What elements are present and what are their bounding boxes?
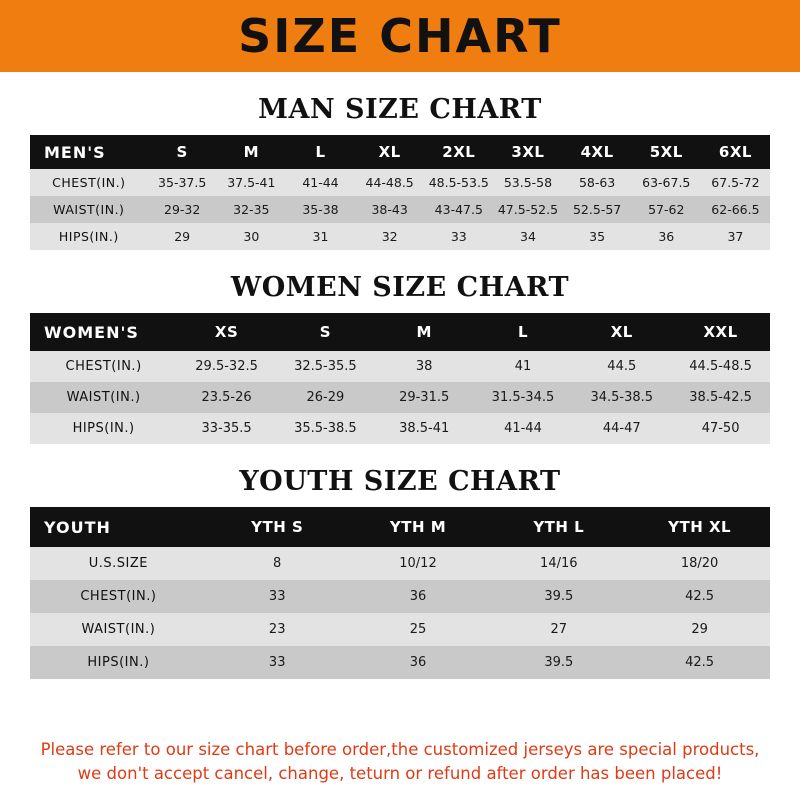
youth-cell: 23 — [207, 613, 348, 646]
youth-cell: 33 — [207, 646, 348, 679]
women-cell: 32.5-35.5 — [276, 351, 375, 382]
table-row — [30, 169, 770, 196]
man-cell: 43-47.5 — [424, 196, 493, 223]
man-cell: 48.5-53.5 — [424, 169, 493, 196]
women-cell: 26-29 — [276, 382, 375, 413]
man-row-label: HIPS(IN.) — [30, 223, 148, 250]
women-header-cell: L — [474, 313, 573, 351]
women-header-cell: S — [276, 313, 375, 351]
women-chart-wrap — [0, 313, 800, 444]
women-header-cell: XL — [572, 313, 671, 351]
table-row — [30, 613, 770, 646]
man-section-title: MAN SIZE CHART — [258, 94, 542, 125]
man-cell: 63-67.5 — [632, 169, 701, 196]
youth-header-cell: YTH S — [207, 507, 348, 547]
table-row — [30, 580, 770, 613]
youth-cell: 36 — [348, 580, 489, 613]
man-cell: 34 — [493, 223, 562, 250]
youth-section-title: YOUTH SIZE CHART — [239, 466, 561, 497]
youth-cell: 33 — [207, 580, 348, 613]
youth-cell: 39.5 — [488, 646, 629, 679]
header-banner — [0, 0, 800, 72]
women-cell: 47-50 — [671, 413, 770, 444]
women-cell: 35.5-38.5 — [276, 413, 375, 444]
youth-row-label: WAIST(IN.) — [30, 613, 207, 646]
youth-cell: 39.5 — [488, 580, 629, 613]
youth-cell: 42.5 — [629, 580, 770, 613]
youth-cell: 8 — [207, 547, 348, 580]
youth-chart-wrap — [0, 507, 800, 679]
man-header-cell: 2XL — [424, 135, 493, 169]
women-cell: 34.5-38.5 — [572, 382, 671, 413]
man-cell: 35-38 — [286, 196, 355, 223]
man-row-label: WAIST(IN.) — [30, 196, 148, 223]
women-cell: 44.5 — [572, 351, 671, 382]
youth-header-cell: YTH XL — [629, 507, 770, 547]
man-header-rowlabel: MEN'S — [30, 135, 148, 169]
youth-header-row — [30, 507, 770, 547]
man-header-cell: S — [148, 135, 217, 169]
women-size-table — [30, 313, 770, 444]
youth-cell: 10/12 — [348, 547, 489, 580]
youth-row-label: U.S.SIZE — [30, 547, 207, 580]
women-cell: 29-31.5 — [375, 382, 474, 413]
man-header-cell: XL — [355, 135, 424, 169]
youth-header-cell: YTH L — [488, 507, 629, 547]
youth-size-table — [30, 507, 770, 679]
man-header-cell: 4XL — [563, 135, 632, 169]
youth-row-label: CHEST(IN.) — [30, 580, 207, 613]
youth-cell: 27 — [488, 613, 629, 646]
man-cell: 29-32 — [148, 196, 217, 223]
youth-cell: 18/20 — [629, 547, 770, 580]
women-cell: 31.5-34.5 — [474, 382, 573, 413]
man-cell: 37 — [701, 223, 770, 250]
youth-cell: 42.5 — [629, 646, 770, 679]
man-cell: 62-66.5 — [701, 196, 770, 223]
women-cell: 29.5-32.5 — [177, 351, 276, 382]
man-header-cell: 6XL — [701, 135, 770, 169]
women-header-cell: XXL — [671, 313, 770, 351]
man-header-cell: 5XL — [632, 135, 701, 169]
women-header-row — [30, 313, 770, 351]
youth-header-rowlabel: YOUTH — [30, 507, 207, 547]
women-cell: 38.5-41 — [375, 413, 474, 444]
women-row-label: HIPS(IN.) — [30, 413, 177, 444]
man-cell: 37.5-41 — [217, 169, 286, 196]
page-title: SIZE CHART — [238, 9, 562, 63]
women-cell: 23.5-26 — [177, 382, 276, 413]
youth-row-label: HIPS(IN.) — [30, 646, 207, 679]
man-cell: 36 — [632, 223, 701, 250]
man-size-section — [0, 94, 800, 250]
man-chart-wrap — [0, 135, 800, 250]
man-cell: 47.5-52.5 — [493, 196, 562, 223]
women-cell: 41-44 — [474, 413, 573, 444]
man-cell: 29 — [148, 223, 217, 250]
table-row — [30, 351, 770, 382]
footer-line-2: we don't accept cancel, change, teturn or refund after order has been placed! — [77, 764, 723, 784]
youth-cell: 36 — [348, 646, 489, 679]
youth-cell: 25 — [348, 613, 489, 646]
youth-header-cell: YTH M — [348, 507, 489, 547]
footer-line-1: Please refer to our size chart before order,the customized jerseys are special products, — [40, 740, 760, 760]
women-cell: 44-47 — [572, 413, 671, 444]
man-cell: 35-37.5 — [148, 169, 217, 196]
man-cell: 33 — [424, 223, 493, 250]
women-table-body — [30, 313, 770, 444]
table-row — [30, 547, 770, 580]
man-cell: 67.5-72 — [701, 169, 770, 196]
man-cell: 44-48.5 — [355, 169, 424, 196]
women-cell: 41 — [474, 351, 573, 382]
man-cell: 53.5-58 — [493, 169, 562, 196]
man-cell: 30 — [217, 223, 286, 250]
women-section-title: WOMEN SIZE CHART — [230, 272, 570, 303]
man-cell: 38-43 — [355, 196, 424, 223]
man-cell: 31 — [286, 223, 355, 250]
table-row — [30, 413, 770, 444]
table-row — [30, 382, 770, 413]
youth-size-section — [0, 466, 800, 679]
women-row-label: WAIST(IN.) — [30, 382, 177, 413]
man-header-cell: 3XL — [493, 135, 562, 169]
man-cell: 41-44 — [286, 169, 355, 196]
youth-cell: 29 — [629, 613, 770, 646]
man-cell: 32-35 — [217, 196, 286, 223]
women-cell: 44.5-48.5 — [671, 351, 770, 382]
women-header-cell: M — [375, 313, 474, 351]
women-header-cell: XS — [177, 313, 276, 351]
man-table-body — [30, 135, 770, 250]
man-header-cell: M — [217, 135, 286, 169]
women-header-rowlabel: WOMEN'S — [30, 313, 177, 351]
women-size-section — [0, 272, 800, 444]
table-row — [30, 196, 770, 223]
man-row-label: CHEST(IN.) — [30, 169, 148, 196]
women-cell: 38 — [375, 351, 474, 382]
women-cell: 33-35.5 — [177, 413, 276, 444]
table-row — [30, 646, 770, 679]
footer-disclaimer — [0, 738, 800, 786]
women-row-label: CHEST(IN.) — [30, 351, 177, 382]
man-header-row — [30, 135, 770, 169]
youth-table-body — [30, 507, 770, 679]
man-size-table — [30, 135, 770, 250]
table-row — [30, 223, 770, 250]
man-cell: 35 — [563, 223, 632, 250]
man-cell: 57-62 — [632, 196, 701, 223]
man-cell: 58-63 — [563, 169, 632, 196]
man-header-cell: L — [286, 135, 355, 169]
man-cell: 52.5-57 — [563, 196, 632, 223]
women-cell: 38.5-42.5 — [671, 382, 770, 413]
man-cell: 32 — [355, 223, 424, 250]
youth-cell: 14/16 — [488, 547, 629, 580]
